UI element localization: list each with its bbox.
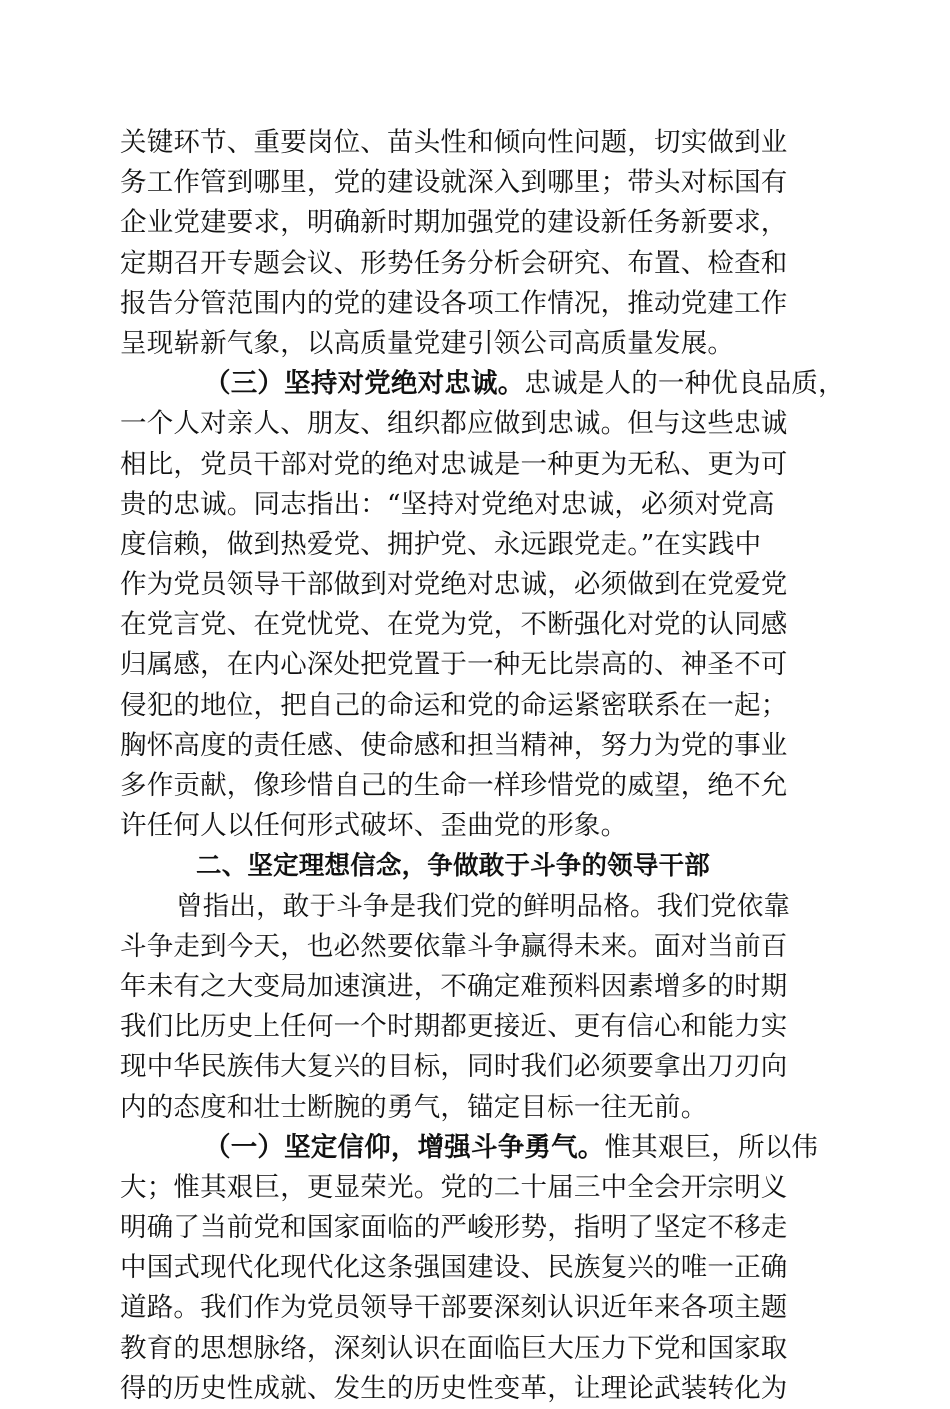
body-line: 胸怀高度的责任感、使命感和担当精神，努力为党的事业: [120, 729, 788, 761]
body-line: 明确了当前党和国家面临的严峻形势，指明了坚定不移走: [120, 1212, 788, 1244]
body-line: 归属感，在内心深处把党置于一种无比崇高的、神圣不可: [120, 649, 788, 681]
subsection-1-heading: （一）坚定信仰，增强斗争勇气。: [204, 1131, 605, 1163]
body-line: 道路。我们作为党员领导干部要深刻认识近年来各项主题: [120, 1292, 788, 1324]
subsection-1-first-text: 惟其艰巨，所以伟: [604, 1131, 819, 1163]
body-line: 贵的忠诚。同志指出：“坚持对党绝对忠诚，必须对党高: [120, 488, 775, 520]
subsection-3-heading: （三）坚持对党绝对忠诚。: [204, 368, 525, 400]
body-line: 呈现崭新气象，以高质量党建引领公司高质量发展。: [120, 327, 735, 359]
body-line: 度信赖，做到热爱党、拥护党、永远跟党走。”在实践中: [120, 528, 762, 560]
subsection-1-first-line: [120, 1128, 819, 1168]
body-line: 大；惟其艰巨，更显荣光。党的二十届三中全会开宗明义: [120, 1171, 788, 1203]
subsection-3-first-text: 忠诚是人的一种优良品质，: [524, 368, 845, 400]
body-line: 许任何人以任何形式破坏、歪曲党的形象。: [120, 810, 628, 842]
body-line: 务工作管到哪里，党的建设就深入到哪里；带头对标国有: [120, 167, 788, 199]
body-line: 企业党建要求，明确新时期加强党的建设新任务新要求，: [120, 207, 788, 239]
body-line: 斗争走到今天，也必然要依靠斗争赢得未来。面对当前百: [120, 930, 788, 962]
body-line: 中国式现代化现代化这条强国建设、民族复兴的唯一正确: [120, 1252, 788, 1284]
body-line: 多作贡献，像珍惜自己的生命一样珍惜党的威望，绝不允: [120, 770, 788, 801]
body-line: 现中华民族伟大复兴的目标，同时我们必须要拿出刀刃向: [120, 1051, 788, 1083]
document-body: [120, 123, 845, 1409]
body-line: 得的历史性成就、发生的历史性变革，让理论武装转化为: [120, 1372, 788, 1404]
body-line: 定期召开专题会议、形势任务分析会研究、布置、检查和: [120, 247, 788, 279]
body-line: 相比，党员干部对党的绝对忠诚是一种更为无私、更为可: [120, 448, 788, 480]
body-line: 在党言党、在党忧党、在党为党，不断强化对党的认同感: [120, 609, 788, 641]
body-line: 教育的思想脉络，深刻认识在面临巨大压力下党和国家取: [120, 1332, 788, 1364]
body-line: 年未有之大变局加速演进，不确定难预料因素增多的时期: [120, 970, 788, 1002]
body-line: 一个人对亲人、朋友、组织都应做到忠诚。但与这些忠诚: [120, 408, 788, 440]
body-line: 作为党员领导干部做到对党绝对忠诚，必须做到在党爱党: [120, 569, 788, 601]
body-line: 报告分管范围内的党的建设各项工作情况，推动党建工作: [120, 287, 788, 319]
body-line: 关键环节、重要岗位、苗头性和倾向性问题，切实做到业: [120, 127, 788, 158]
body-line: 内的态度和壮士断腕的勇气，锚定目标一往无前。: [120, 1091, 708, 1123]
section-2-first-line: 曾指出，敢于斗争是我们党的鲜明品格。我们党依靠: [176, 890, 791, 922]
section-2-title: 二、坚定理想信念，争做敢于斗争的领导干部: [196, 851, 711, 882]
subsection-3-first-line: [120, 364, 845, 404]
body-line: 我们比历史上任何一个时期都更接近、更有信心和能力实: [120, 1011, 788, 1043]
body-line: 侵犯的地位，把自己的命运和党的命运紧密联系在一起；: [120, 689, 788, 721]
